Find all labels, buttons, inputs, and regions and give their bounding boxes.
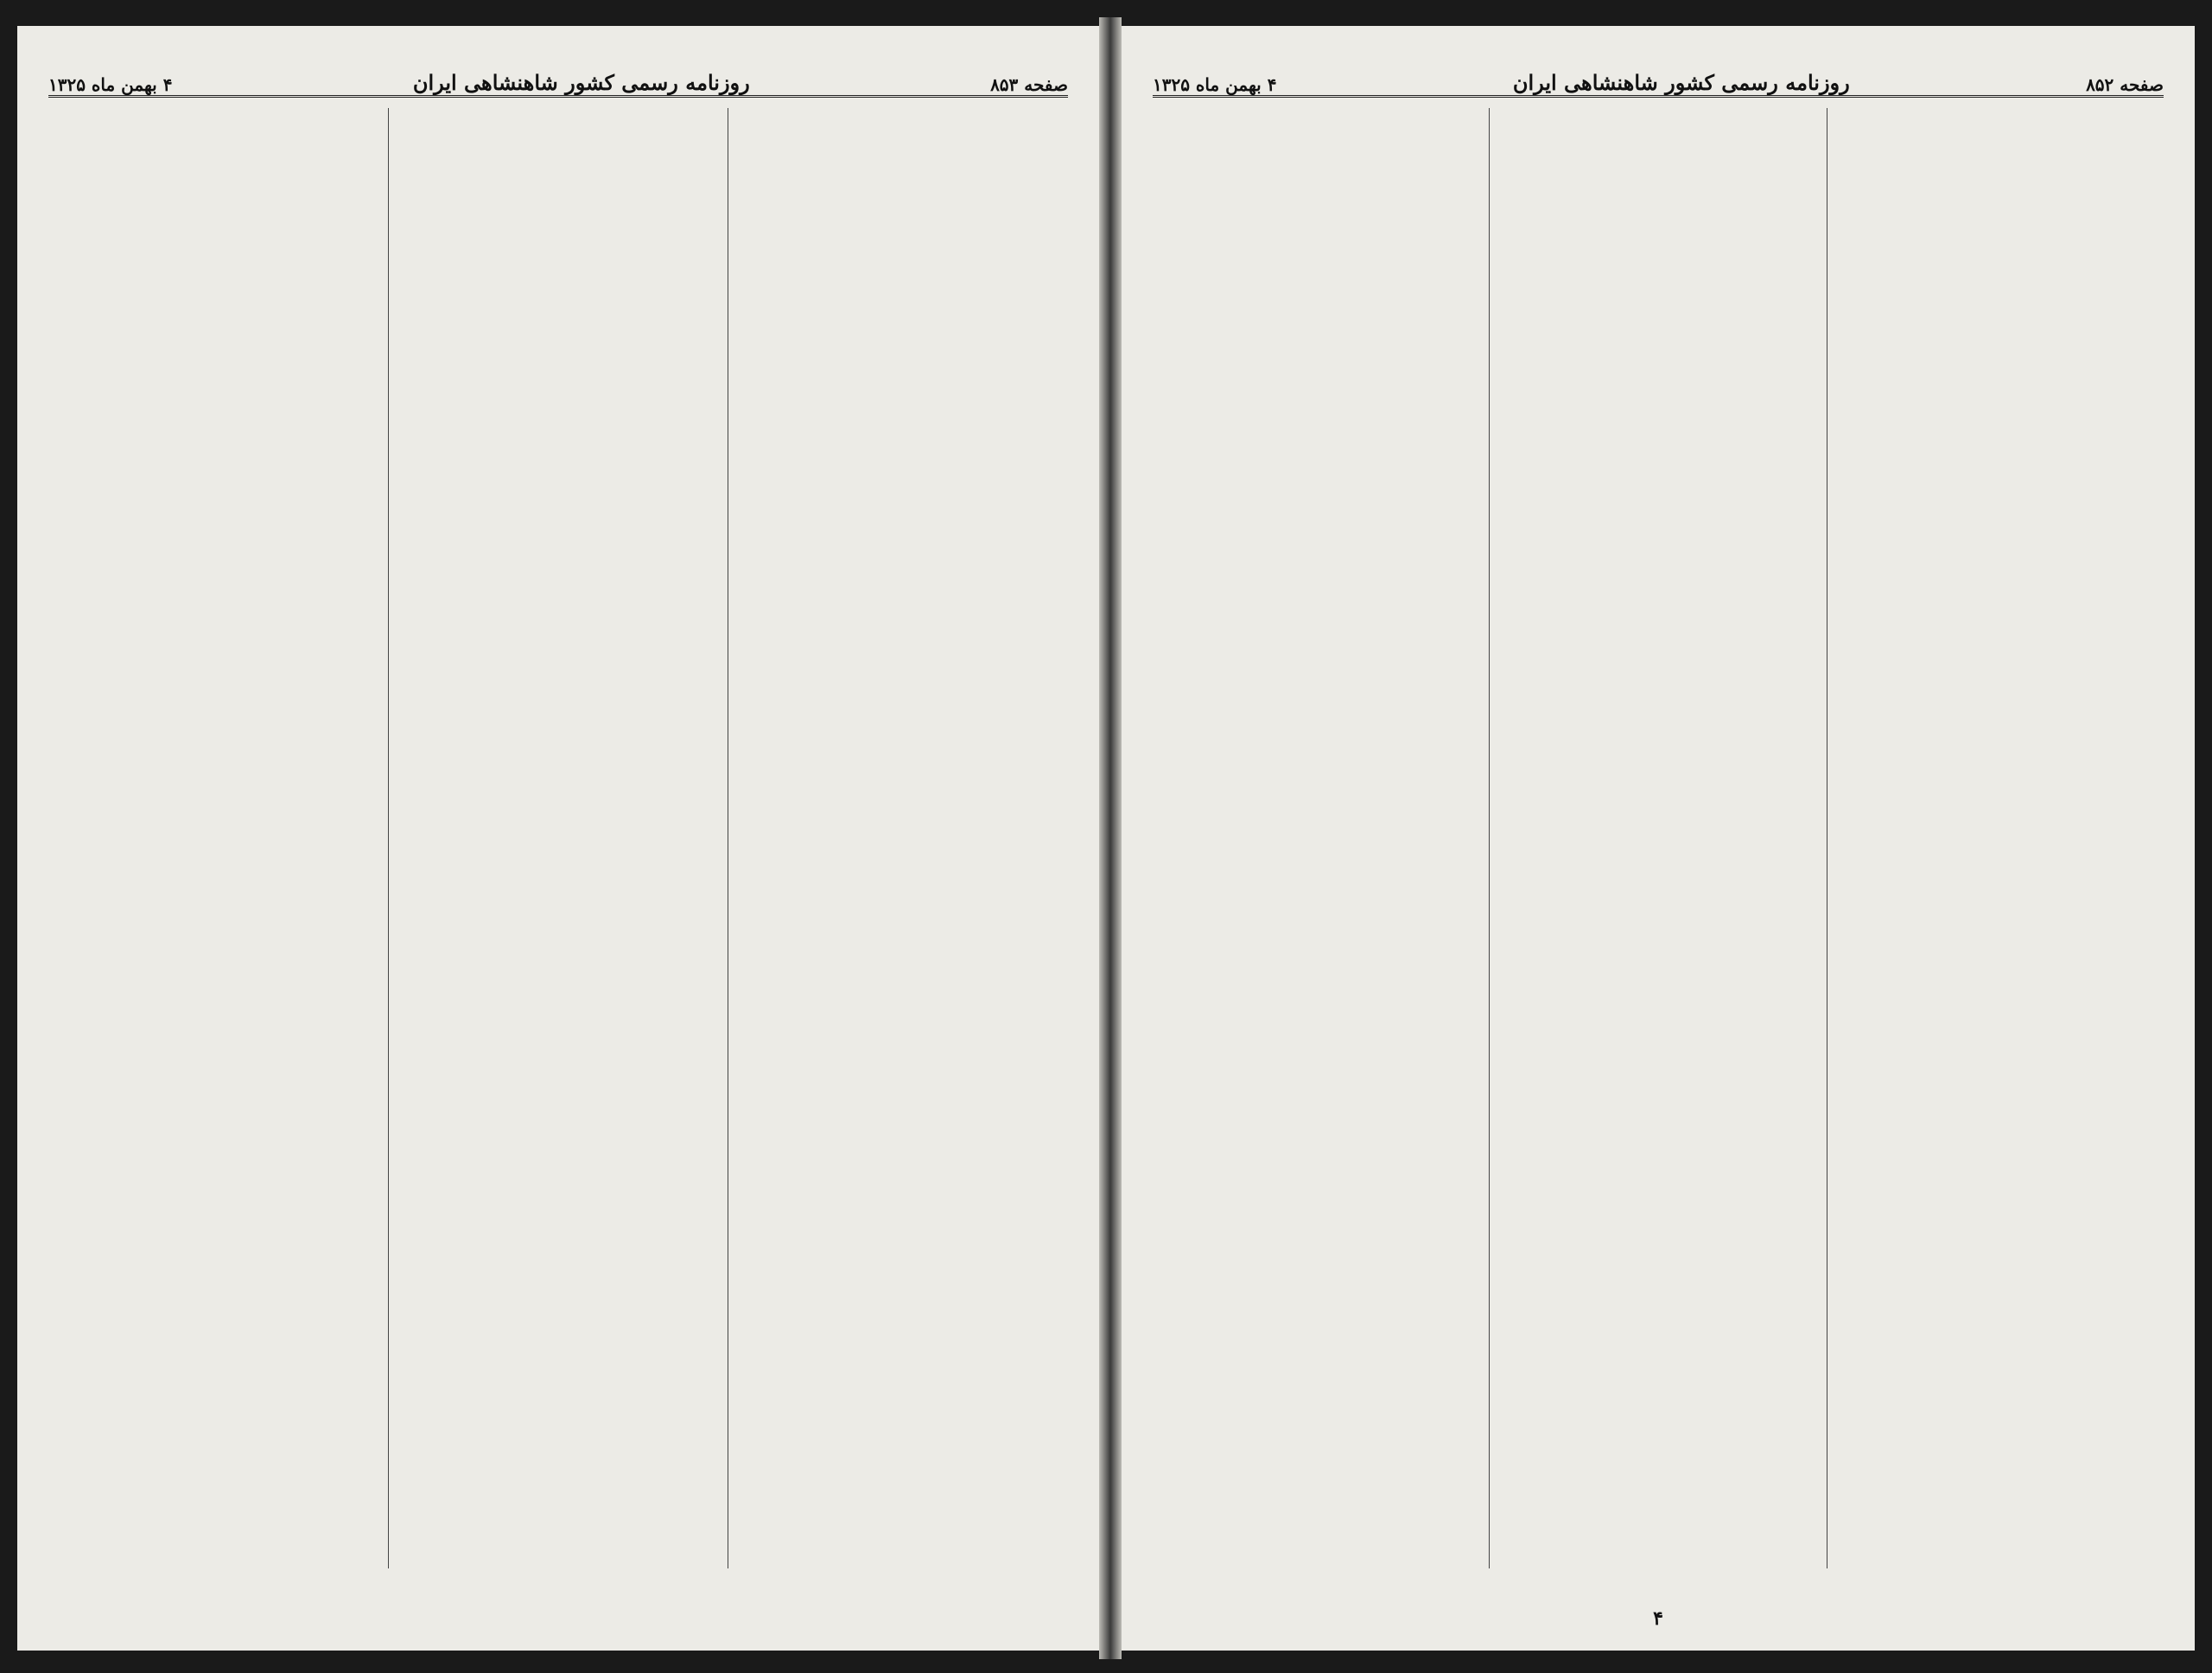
left-page-column-1 (728, 108, 1068, 1568)
right-page-columns (1153, 108, 2164, 1568)
left-page-header (48, 60, 1068, 98)
left-page (17, 26, 1099, 1651)
left-page-column-2 (388, 108, 728, 1568)
right-page-number: صفحه ۸۵۲ (2086, 74, 2164, 95)
right-page-column-2 (1489, 108, 1826, 1568)
right-page-date: ۴ بهمن ماه ۱۳۲۵ (1153, 74, 1277, 95)
right-page-column-3 (1153, 108, 1489, 1568)
left-page-column-3 (48, 108, 388, 1568)
right-page-column-1 (1827, 108, 2164, 1568)
right-page-header (1153, 60, 2164, 98)
left-page-date: ۴ بهمن ماه ۱۳۲۵ (48, 74, 173, 95)
right-page-title: روزنامه رسمی کشور شاهنشاهی ایران (1512, 70, 1850, 95)
page-gutter (1099, 17, 1122, 1659)
right-page-footer-number: ۴ (1653, 1607, 1663, 1630)
left-page-columns (48, 108, 1068, 1568)
left-page-title: روزنامه رسمی کشور شاهنشاهی ایران (412, 70, 750, 95)
right-page (1122, 26, 2195, 1651)
left-page-number: صفحه ۸۵۳ (990, 74, 1068, 95)
